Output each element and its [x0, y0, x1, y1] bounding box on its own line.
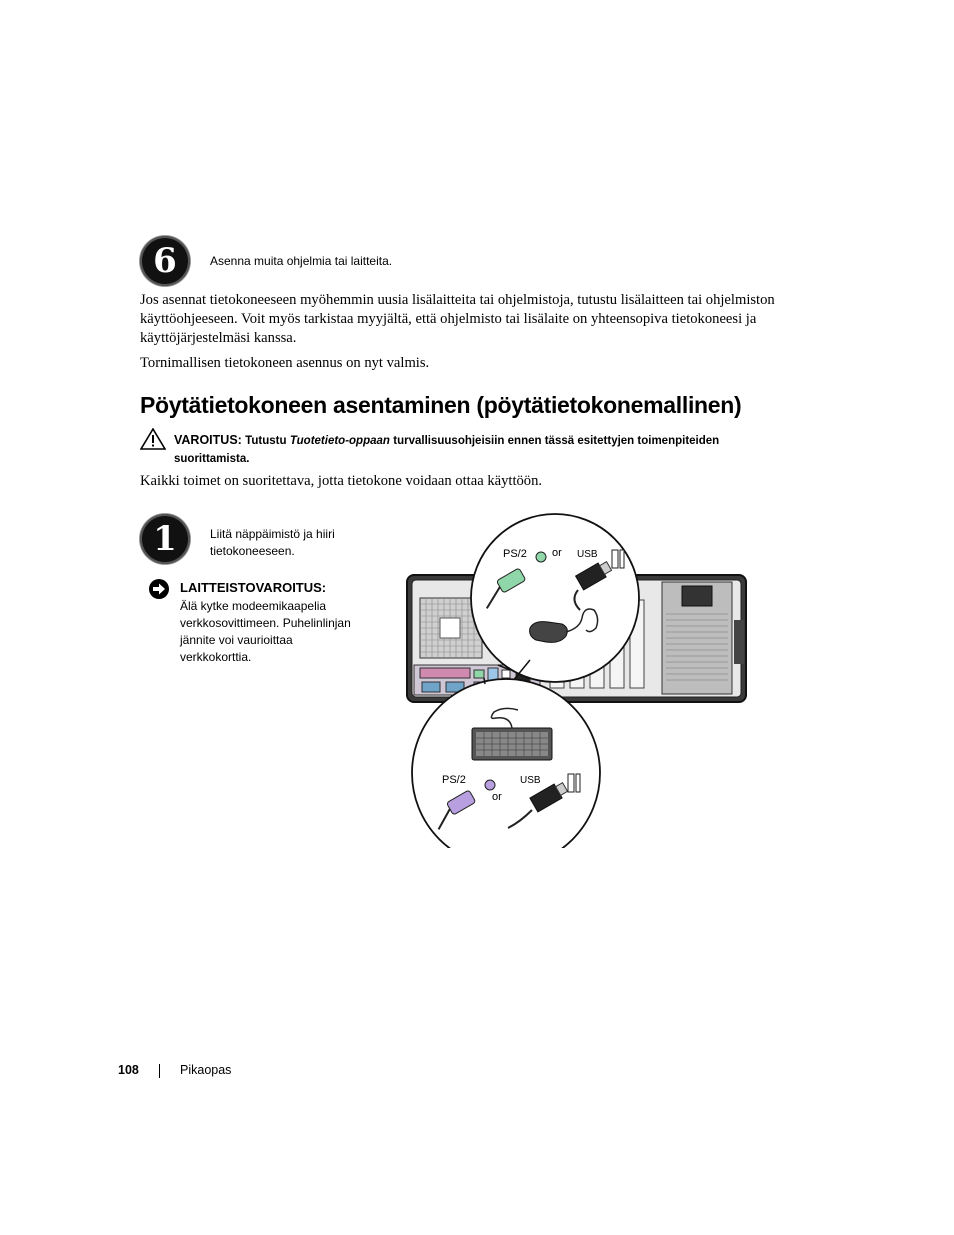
notice-arrow-icon — [148, 578, 170, 600]
warning-book-title: Tuotetieto-oppaan — [289, 435, 390, 447]
mouse-usb-label: USB — [577, 549, 598, 560]
section-paragraph: Kaikki toimet on suoritettava, jotta tietokone voidaan ottaa käyttöön. — [140, 473, 543, 489]
step-1-badge — [140, 514, 190, 564]
warning-triangle-icon — [140, 428, 166, 450]
hardware-notice-title: LAITTEISTOVAROITUS: — [180, 580, 327, 595]
step-1-instruction: Liitä näppäimistö ja hiiri tietokoneeseen. — [210, 527, 335, 558]
keyboard-connection-callout — [412, 678, 600, 848]
warning-post: turvallisuusohjeisiin ennen tässä esitettyjen toimenpiteiden suorittamista. — [174, 435, 720, 465]
step-number: 6 — [153, 241, 177, 281]
section-heading: Pöytätietokoneen asentaminen (pöytätietokonemallinen) — [140, 392, 742, 418]
step-number: 1 — [153, 519, 177, 559]
warning-label: VAROITUS: — [174, 433, 242, 447]
hardware-notice-text: Älä kytke modeemikaapelia verkkosovittimeen. Puhelinlinjan jännite voi vaurioittaa verkkokorttia. — [180, 599, 351, 664]
keyboard-usb-label: USB — [520, 775, 541, 786]
warning-pre: Tutustu — [245, 435, 287, 447]
intro-paragraph: Jos asennat tietokoneeseen myöhemmin uusia lisälaitteita tai ohjelmistoja, tutustu lisälaitteen tai ohjelmiston käyttöohjeeseen. Voit myös tarkistaa myyjältä, että ohjelmisto tai lisälaite on yhteensopiva tietokoneesi ja käyttöjärjestelmäsi kanssa. — [140, 292, 775, 346]
document-title: Pikaopas — [180, 1063, 232, 1077]
mouse-connection-callout — [471, 514, 639, 682]
keyboard-ps2-label: PS/2 — [442, 774, 466, 786]
step-6-instruction: Asenna muita ohjelmia tai laitteita. — [210, 254, 393, 268]
keyboard-or-label: or — [492, 791, 502, 803]
mouse-ps2-label: PS/2 — [503, 548, 527, 560]
step-6-badge — [140, 236, 190, 286]
page-number: 108 — [118, 1063, 139, 1077]
connection-illustration — [400, 510, 752, 848]
warning-note — [174, 432, 774, 468]
completion-paragraph: Tornimallisen tietokoneen asennus on nyt valmis. — [140, 355, 430, 371]
footer-separator — [159, 1064, 160, 1078]
mouse-or-label: or — [552, 547, 562, 559]
